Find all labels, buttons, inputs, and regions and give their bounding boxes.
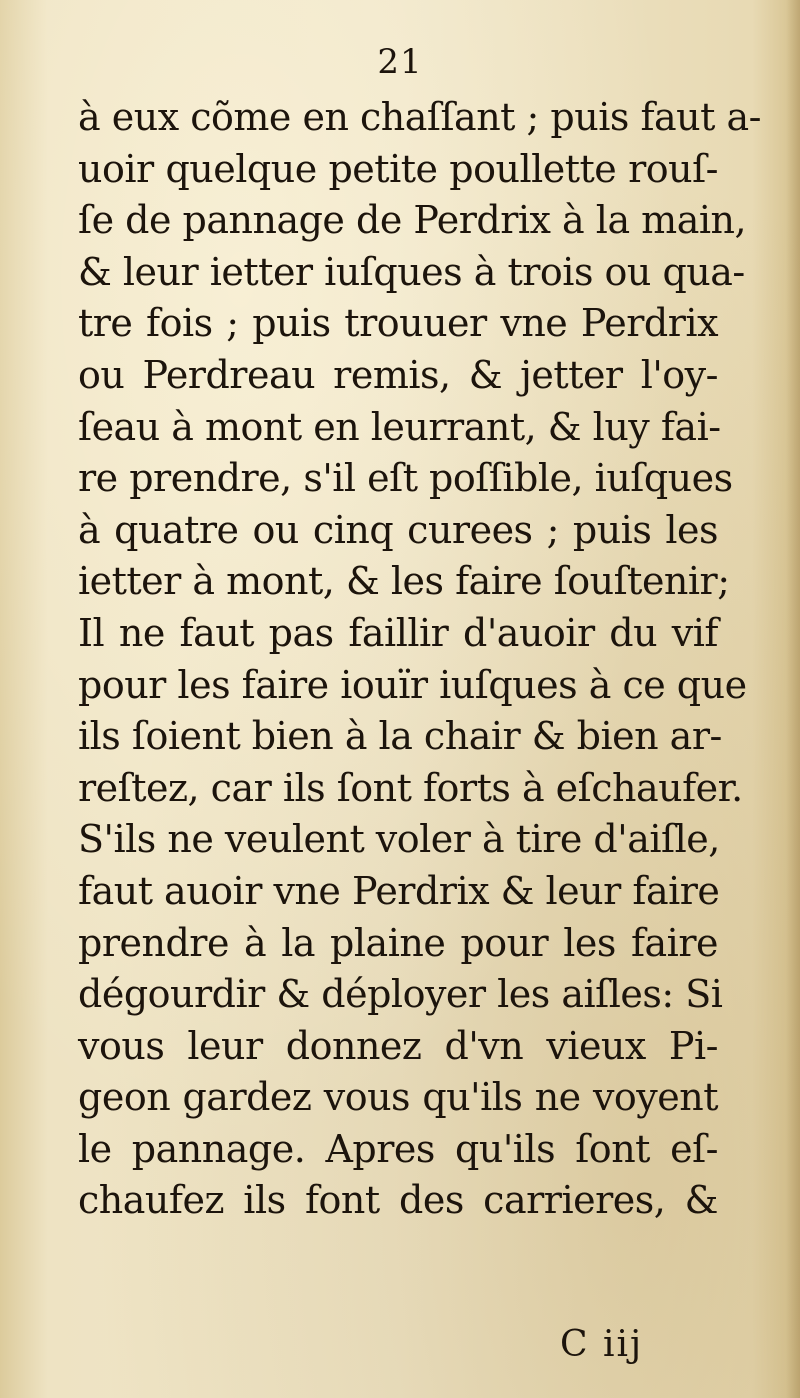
text-line: ietter à mont, & les faire ſouſtenir; (78, 559, 730, 604)
text-line: prendre à la plaine pour les faire (78, 920, 718, 965)
text-line: re prendre, s'il eſt poſſible, iuſques (78, 456, 733, 501)
text-line: faut auoir vne Perdrix & leur faire (78, 868, 720, 913)
text-line: & leur ietter iuſques à trois ou qua- (78, 249, 745, 294)
text-line: ſe de pannage de Perdrix à la main, (78, 198, 747, 243)
text-line: à eux cõme en chaſſant ; puis faut a- (78, 95, 761, 139)
text-line: Il ne faut pas faillir d'auoir du vif (78, 610, 718, 655)
page-edge-shadow (786, 0, 800, 1398)
signature-mark: C iij (560, 1324, 644, 1365)
text-block (78, 92, 761, 1227)
text-line: uoir quelque petite poullette rouſ- (78, 146, 718, 191)
text-line: vous leur donnez d'vn vieux Pi- (78, 1023, 718, 1068)
text-line: pour les faire iouïr iuſques à ce que (78, 662, 747, 707)
text-line: tre fois ; puis trouuer vne Perdrix (78, 301, 718, 346)
text-line: chaufez ils font des carrieres, & (78, 1178, 718, 1223)
text-line: dégourdir & déployer les aiſles: Si (78, 972, 723, 1017)
text-line: S'ils ne veulent voler à tire d'aiſle, (78, 817, 720, 862)
text-line: ſeau à mont en leurrant, & luy fai- (78, 404, 721, 449)
text-line: geon gardez vous qu'ils ne voyent (78, 1075, 718, 1120)
text-line: le pannage. Apres qu'ils ſont eſ- (78, 1126, 718, 1171)
text-line: ou Perdreau remis, & jetter l'oy- (78, 352, 718, 397)
text-line: ils ſoient bien à la chair & bien ar- (78, 714, 722, 759)
text-line: reſtez, car ils ſont forts à eſchaufer. (78, 765, 743, 810)
page-number: 21 (377, 42, 423, 82)
text-line: à quatre ou cinq curees ; puis les (78, 507, 718, 552)
